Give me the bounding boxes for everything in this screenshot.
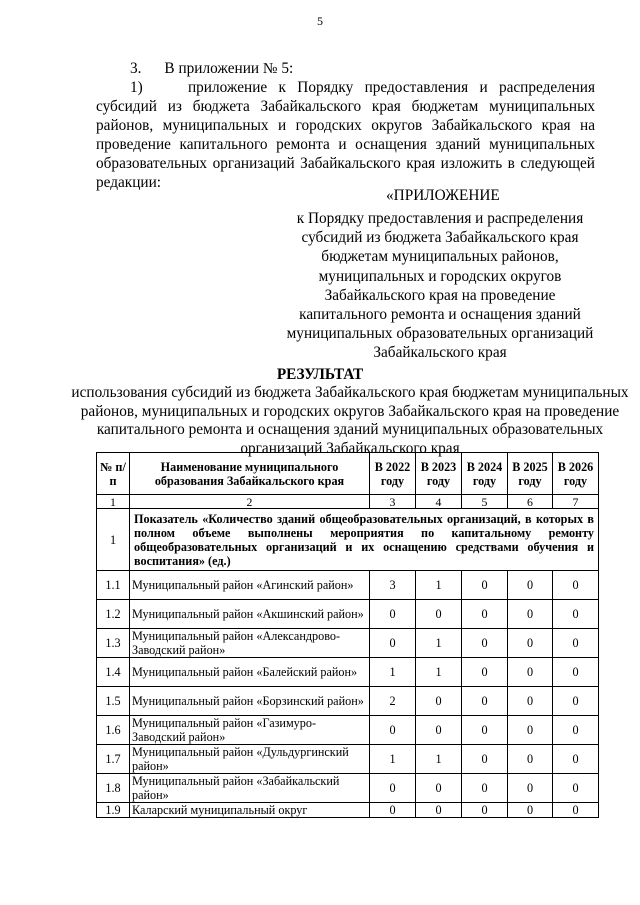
row-name: Муниципальный район «Дульдургинский район» [130,745,370,774]
row-value: 0 [508,658,553,687]
table-row [97,687,599,716]
row-value: 0 [462,687,508,716]
row-no: 1.7 [97,745,130,774]
header-2022: В 2022 году [370,453,416,495]
row-value: 0 [508,774,553,803]
row-value: 0 [553,571,599,600]
row-value: 3 [370,571,416,600]
appendix-title: «ПРИЛОЖЕНИЕ [386,187,500,204]
body-line-6: редакции: [96,174,162,191]
row-value: 0 [462,803,508,818]
row-value: 0 [508,745,553,774]
table-row [97,658,599,687]
header-2025: В 2025 году [508,453,553,495]
row-value: 0 [462,774,508,803]
body-line-4: проведение капитального ремонта и оснащения зданий муниципальных [96,136,595,153]
row-value: 0 [553,803,599,818]
row-no: 1.5 [97,687,130,716]
row-value: 1 [416,658,462,687]
appendix-text: к Порядку предоставления и распределения субсидий из бюджета Забайкальского края бюджетам муниципальных районов, муниципальных и городских округов Забайкальского края на проведение капитального ремонта и оснащения зданий муниципальных образовательных организаций Забайкальского края [286,210,594,362]
row-value: 0 [508,629,553,658]
row-value: 0 [416,600,462,629]
row-value: 0 [508,571,553,600]
row-value: 0 [462,745,508,774]
column-number: 6 [508,495,553,509]
table-row [97,774,599,803]
row-value: 1 [416,745,462,774]
row-name: Муниципальный район «Газимуро-Заводский район» [130,716,370,745]
row-value: 0 [462,629,508,658]
result-subtitle: использования субсидий из бюджета Забайкальского края бюджетам муниципальных районов, муниципальных и городских округов Забайкальского края на проведение капитального ремонта и оснащения зданий муниципальных образовательных организаций Забайкальского края [71,384,629,457]
indicator-row [97,509,599,571]
row-value: 0 [553,629,599,658]
row-value: 0 [553,745,599,774]
table-header-row [97,453,599,495]
row-no: 1.6 [97,716,130,745]
table-row [97,600,599,629]
row-name: Каларский муниципальный округ [130,803,370,818]
row-no: 1.8 [97,774,130,803]
row-value: 0 [553,600,599,629]
row-value: 1 [370,745,416,774]
row-value: 1 [416,629,462,658]
row-value: 0 [370,803,416,818]
body-line-3: районов, муниципальных и городских округов Забайкальского края на [96,117,595,134]
header-2026: В 2026 году [553,453,599,495]
row-value: 0 [370,774,416,803]
row-name: Муниципальный район «Акшинский район» [130,600,370,629]
row-no: 1.4 [97,658,130,687]
indicator-text: Показатель «Количество зданий общеобразовательных организаций, в которых в полном объеме выполнены мероприятия по капитальному ремонту общеобразовательных организаций и их оснащению средствами обучения и воспитания» (ед.) [130,509,599,571]
header-2023: В 2023 году [416,453,462,495]
row-value: 0 [416,803,462,818]
results-table [96,452,599,818]
column-number: 2 [130,495,370,509]
row-value: 0 [462,658,508,687]
table-row [97,716,599,745]
row-value: 0 [416,687,462,716]
row-value: 0 [462,716,508,745]
row-name: Муниципальный район «Забайкальский район» [130,774,370,803]
column-number: 4 [416,495,462,509]
row-no: 1.1 [97,571,130,600]
row-no: 1.9 [97,803,130,818]
row-name: Муниципальный район «Агинский район» [130,571,370,600]
row-name: Муниципальный район «Балейский район» [130,658,370,687]
row-value: 0 [462,571,508,600]
row-value: 0 [370,716,416,745]
row-name: Муниципальный район «Александрово-Заводский район» [130,629,370,658]
header-name: Наименование муниципального образования Забайкальского края [130,453,370,495]
result-title: РЕЗУЛЬТАТ [276,366,364,383]
column-number: 3 [370,495,416,509]
row-value: 0 [508,803,553,818]
column-number: 1 [97,495,130,509]
row-value: 0 [508,687,553,716]
row-value: 2 [370,687,416,716]
column-number-row [97,495,599,509]
column-number: 7 [553,495,599,509]
row-value: 0 [462,600,508,629]
body-line-1: 1) приложение к Порядку предоставления и распределения [130,79,595,96]
body-line-2: субсидий из бюджета Забайкальского края бюджетам муниципальных [96,98,595,115]
row-value: 1 [370,658,416,687]
column-number: 5 [462,495,508,509]
header-no: № п/п [97,453,130,495]
indicator-no: 1 [97,509,130,571]
row-value: 1 [416,571,462,600]
row-value: 0 [416,716,462,745]
row-value: 0 [370,600,416,629]
row-value: 0 [553,658,599,687]
row-value: 0 [508,600,553,629]
section-item-3: 3. В приложении № 5: [130,60,294,77]
page-number: 5 [317,14,323,28]
table-row [97,745,599,774]
row-value: 0 [508,716,553,745]
row-value: 0 [553,687,599,716]
table-row [97,629,599,658]
row-no: 1.2 [97,600,130,629]
header-2024: В 2024 году [462,453,508,495]
row-no: 1.3 [97,629,130,658]
row-value: 0 [370,629,416,658]
row-value: 0 [553,774,599,803]
row-value: 0 [416,774,462,803]
body-line-5: образовательных организаций Забайкальского края изложить в следующей [96,155,595,172]
row-name: Муниципальный район «Борзинский район» [130,687,370,716]
table-row [97,803,599,818]
row-value: 0 [553,716,599,745]
table-row [97,571,599,600]
